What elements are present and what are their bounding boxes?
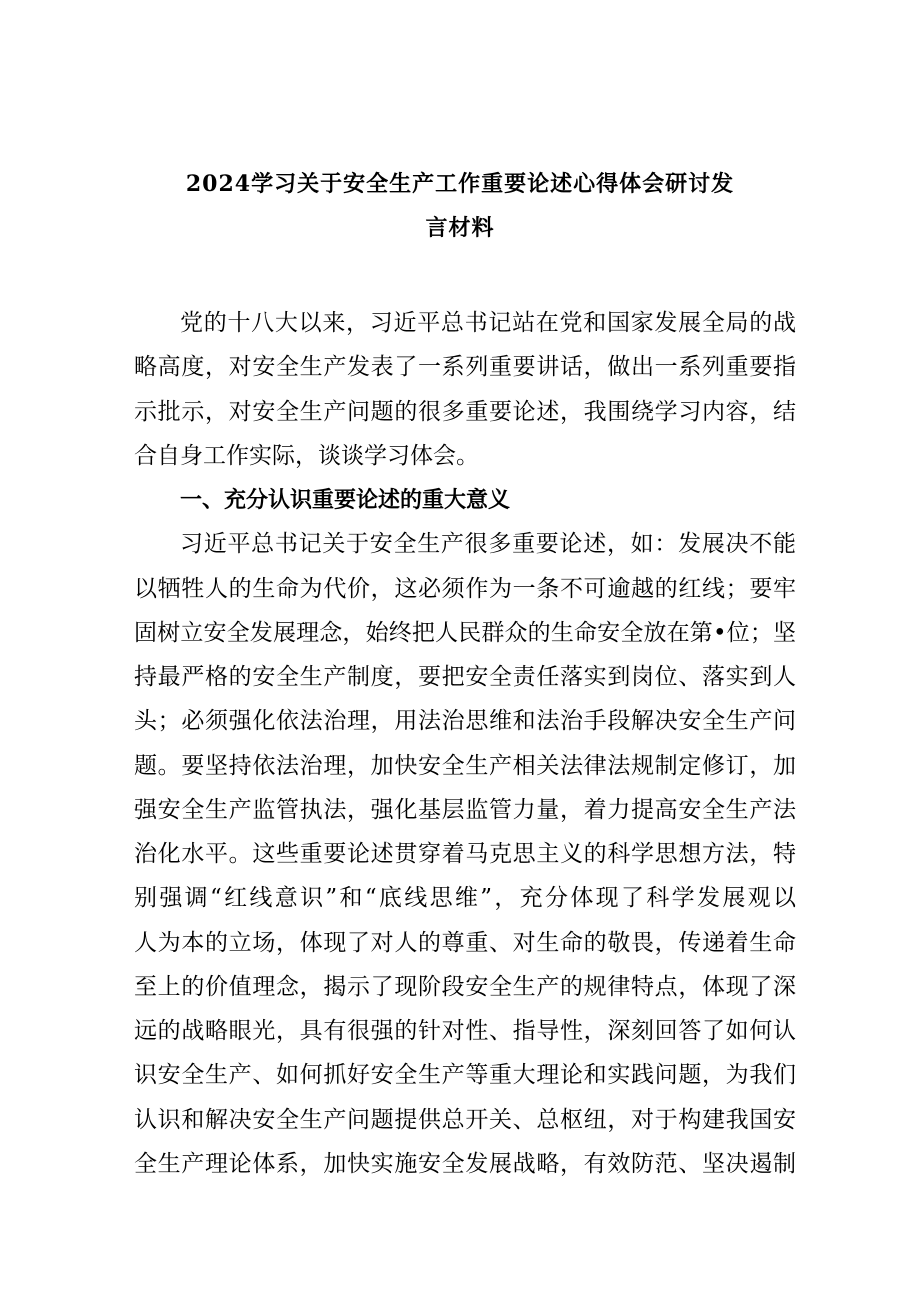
paragraph-2-line: 固树立安全发展理念，始终把人民群众的生命安全放在第•位；坚 (134, 619, 796, 646)
paragraph-2-line: 认识和解决安全生产问题提供总开关、总枢纽，对于构建我国安 (134, 1106, 796, 1133)
paragraph-2-line: 人为本的立场，体现了对人的尊重、对生命的敬畏，传递着生命 (134, 929, 796, 956)
document-title-line-2: 言材料 (425, 215, 495, 241)
paragraph-1-line: 示批示，对安全生产问题的很多重要论述，我围绕学习内容，结 (134, 398, 796, 425)
paragraph-2-line: 持最严格的安全生产制度，要把安全责任落实到岗位、落实到人 (134, 664, 796, 690)
paragraph-2-line: 以牺牲人的生命为代价，这必须作为一条不可逾越的红线；要牢 (134, 575, 796, 602)
paragraph-2-line: 题。要坚持依法治理，加快安全生产相关法律法规制定修订，加 (134, 752, 796, 779)
document-title-line-1: 2024学习关于安全生产工作重要论述心得体会研讨发 (185, 171, 735, 197)
paragraph-2-line: 识安全生产、如何抓好安全生产等重大理论和实践问题，为我们 (134, 1062, 796, 1089)
document-body (134, 301, 796, 1186)
paragraph-2-line: 至上的价值理念，揭示了现阶段安全生产的规律特点，体现了深 (134, 973, 796, 1000)
paragraph-1-line: 党的十八大以来，习近平总书记站在党和国家发展全局的战 (180, 310, 796, 336)
paragraph-2-line: 远的战略眼光，具有很强的针对性、指导性，深刻回答了如何认 (134, 1018, 796, 1044)
paragraph-2-line: 强安全生产监管执法，强化基层监管力量，着力提高安全生产法 (134, 796, 796, 823)
paragraph-1-line: 略高度，对安全生产发表了一系列重要讲话，做出一系列重要指 (134, 354, 796, 381)
paragraph-2-line: 别强调“红线意识”和“底线思维”，充分体现了科学发展观以 (134, 885, 796, 912)
paragraph-2-line: 全生产理论体系，加快实施安全发展战略，有效防范、坚决遏制 (134, 1150, 796, 1177)
paragraph-2-line: 治化水平。这些重要论述贯穿着马克思主义的科学思想方法，特 (134, 841, 796, 867)
paragraph-2-line: 头；必须强化依法治理，用法治思维和法治手段解决安全生产问 (134, 708, 796, 735)
paragraph-1-line: 合自身工作实际，谈谈学习体会。 (134, 442, 479, 469)
section-heading: 一、充分认识重要论述的重大意义 (180, 487, 511, 513)
paragraph-2-line: 习近平总书记关于安全生产很多重要论述，如：发展决不能 (180, 531, 796, 558)
